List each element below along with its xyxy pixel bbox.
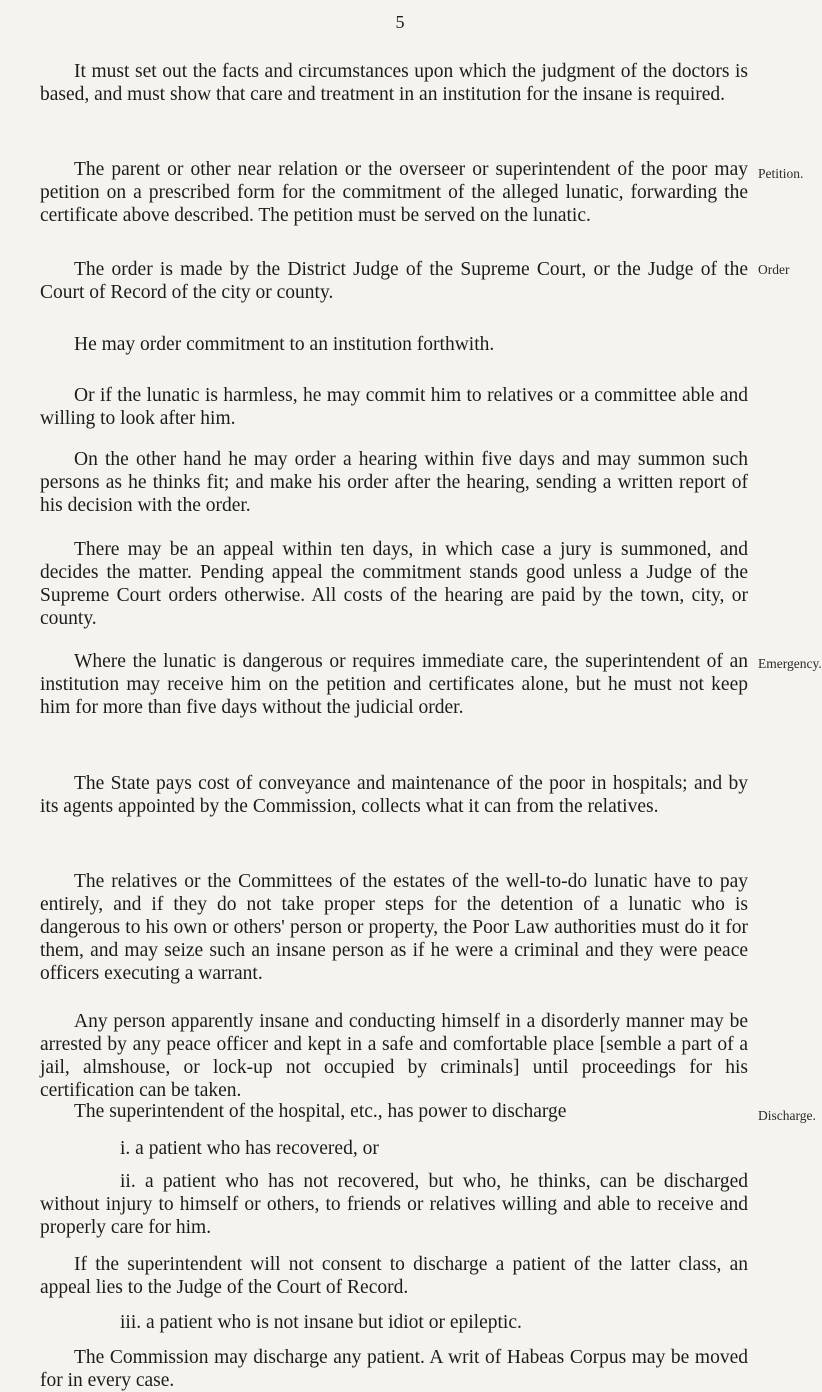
margin-note-petition: Petition.: [758, 166, 804, 181]
paragraph-harmless: Or if the lunatic is harmless, he may commit him to relatives or a committee able and willing to look after him.: [40, 385, 748, 429]
page-number: 5: [395, 12, 405, 32]
paragraph-discharge: The superintendent of the hospital, etc., has power to discharge: [74, 1101, 567, 1122]
margin-note-order: Order: [758, 262, 790, 277]
paragraph-appeal: There may be an appeal within ten days, in which case a jury is summoned, and decides the matter. Pending appeal the commitment stands good unless a Judge of the Supreme Court orders otherwise. All costs of the hearing are paid by the town, city, or county.: [40, 539, 748, 629]
list-item: i. a patient who has recovered, or: [120, 1138, 379, 1159]
paragraph-petition: The parent or other near relation or the overseer or superintendent of the poor may petition on a prescribed form for the commitment of the alleged lunatic, forwarding the certificate above described. The petition must be served on the lunatic.: [40, 159, 748, 226]
paragraph-emergency: Where the lunatic is dangerous or requires immediate care, the superintendent of an institution may receive him on the petition and certificates alone, but he must not keep him for more than five days without the judicial order.: [40, 651, 748, 718]
paragraph-arrest: Any person apparently insane and conducting himself in a disorderly manner may be arrested by any peace officer and kept in a safe and comfortable place [semble a part of a jail, almshouse, or lock-up not occupied by criminals] until proceedings for his certification can be taken.: [40, 1011, 748, 1101]
list-item: iii. a patient who is not insane but idiot or epileptic.: [120, 1312, 522, 1333]
paragraph-relatives: The relatives or the Committees of the estates of the well-to-do lunatic have to pay entirely, and if they do not take proper steps for the detention of a lunatic who is dangerous to his own or others' person or property, the Poor Law authorities must do it for them, and may seize such an insane person as if he were a criminal and they were peace officers executing a warrant.: [40, 871, 748, 984]
margin-note-discharge: Discharge.: [758, 1108, 816, 1123]
paragraph-state-pays: The State pays cost of conveyance and maintenance of the poor in hospitals; and by its agents appointed by the Commission, collects what it can from the relatives.: [40, 773, 748, 817]
paragraph-commission: The Commission may discharge any patient. A writ of Habeas Corpus may be moved for in every case.: [40, 1347, 748, 1391]
list-item: ii. a patient who has not recovered, but who, he thinks, can be discharged without injury to himself or others, to friends or relatives willing and able to receive and properly care for him.: [40, 1171, 748, 1238]
paragraph-hearing: On the other hand he may order a hearing within five days and may summon such persons as he thinks fit; and make his order after the hearing, sending a written report of his decision with the order.: [40, 449, 748, 516]
paragraph-appeal-discharge: If the superintendent will not consent to discharge a patient of the latter class, an appeal lies to the Judge of the Court of Record.: [40, 1254, 748, 1298]
paragraph-commitment: He may order commitment to an institution forthwith.: [74, 334, 495, 355]
margin-note-emergency: Emergency.: [758, 656, 822, 671]
paragraph-order: The order is made by the District Judge of the Supreme Court, or the Judge of the Court of Record of the city or county.: [40, 259, 748, 303]
paragraph-certificate: It must set out the facts and circumstances upon which the judgment of the doctors is based, and must show that care and treatment in an institution for the insane is required.: [40, 61, 748, 105]
